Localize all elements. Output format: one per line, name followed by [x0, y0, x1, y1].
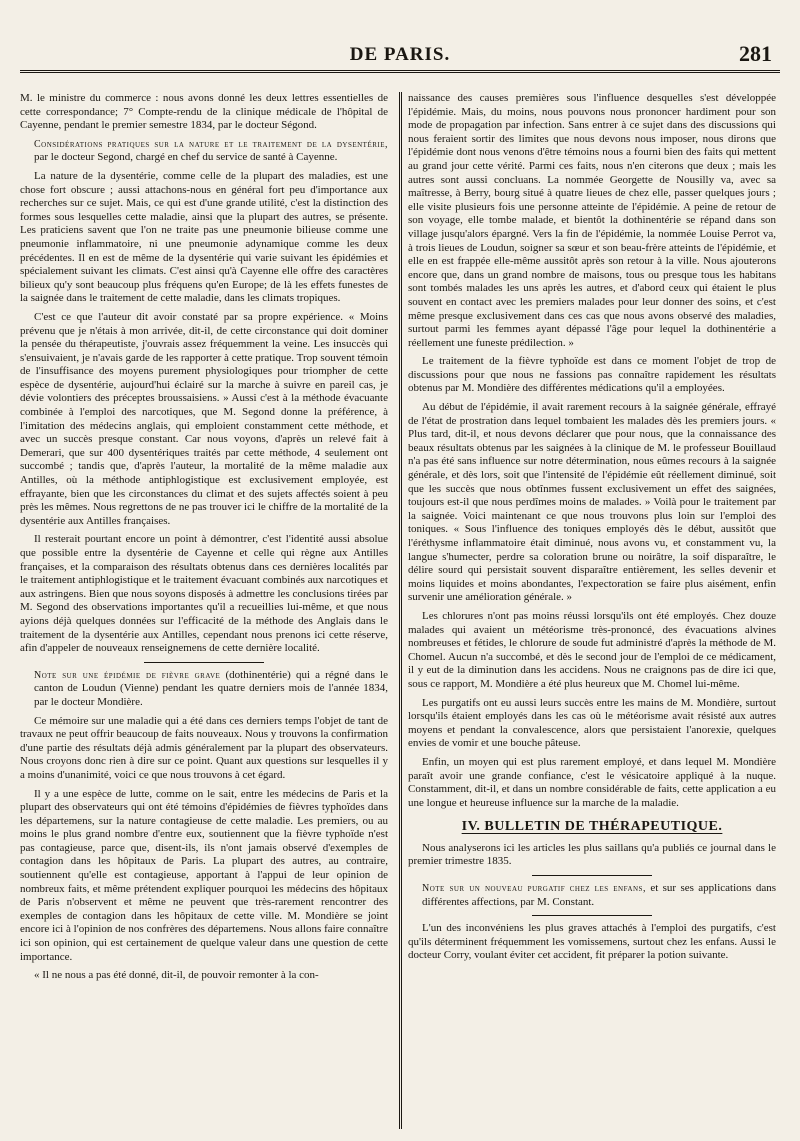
- paragraph: Il resterait pourtant encore un point à démontrer, c'est l'identité aussi absolue que possible entre la dysentérie de Cayenne et celle qui règne aux Antilles françaises, et la comparaison des résultats obtenus dans ces dernières localités par le traitement antiphlogistique et le traitement évacuant combinés aux narcotiques et aux astringens. Bien que nous soyons disposés à admettre les conclusions tirées par M. Segond des observations importantes qu'il a recueillies lui-même, et que nous ayions déjà quelques données sur l'efficacité de la méthode des Anglais dans le traitement de la dysentérie aux Antilles, cependant nous prenons ici cette réserve, afin d'appeler de nouveaux renseignemens de cette dernière localité.: [20, 533, 388, 655]
- paragraph: M. le ministre du commerce : nous avons donné les deux lettres essentielles de cette correspondance; 7° Compte-rendu de la clinique médicale de l'hôpital de Cayenne, pendant le premier semestre 1834, par le docteur Ségond.: [20, 92, 388, 132]
- paragraph: Il y a une espèce de lutte, comme on le sait, entre les médecins de Paris et la plupart des observateurs qui ont été témoins d'épidémies de fièvres typhoïdes dans les départemens, sur la nature contagieuse de cette maladie. Les premiers, ou au moins le plus grand nombre d'entre eux, soutiennent que la fièvre typhoïde n'est pas contagieuse, parce que, disent-ils, ils n'ont jamais observé d'exemples de contagion dans les hôpitaux de Paris. La plupart des autres, au contraire, soutiennent qu'elle est contagieuse, apportant à l'appui de leur opinion de nombreux faits, et même prétendent expliquer pourquoi les médecins des hôpitaux de Paris n'observent et même ne peuvent que très-rarement rencontrer des exemples de contagion dans les hôpitaux de cette ville. M. Mondière se joint encore ici à l'opinion de nos confrères des départemens. Nous allons faire connaître ici son opinion, qui est certainement de quelque valeur dans une question de cette importance.: [20, 787, 388, 963]
- article-heading-rest: (dothinentérie) qui a régné dans le canton de Loudun (Vienne) pendant les quatre derniers mois de l'année 1834, par le docteur Mondière.: [34, 668, 388, 708]
- section-title: IV. BULLETIN DE THÉRAPEUTIQUE.: [461, 819, 723, 835]
- column-divider: [399, 92, 402, 1129]
- article-heading: [20, 669, 388, 710]
- paragraph: C'est ce que l'auteur dit avoir constaté par sa propre expérience. « Moins prévenu que je n'étais à mon arrivée, dit-il, de cette circonstance qui doit dominer la pensée du thérapeutiste, j'ouvrais assez fréquemment la veine. Les insuccès qui s'ensuivaient, je n'avais garde de les rapporter à cette pratique. Trop souvent témoin de l'insuffisance des moyens purement physiologiques pour triompher de cette espèce de dysentérie, aujourd'hui éclairé sur la marche à suivre en pareil cas, je dévie volontiers des préceptes broussaisiens. » Aussi c'est à la méthode évacuante combinée à l'emploi des narcotiques, que M. Segond donne la préférence, à l'imitation des médecins anglais, qui emploient constamment cette méthode, et avec un succès presque constant. Car nous voyons, d'après un relevé fait à Demerari, que sur 400 dysentériques traités par cette méthode, 4 seulement ont succombé ; tandis que, d'après l'auteur, la mortalité de la même maladie aux Antilles, où la méthode antiphlogistique est exclusivement employée, est effrayante, bien que les circonstances du climat et des sujets affectés soient à peu près les mêmes. Nous regrettons de ne pas trouver ici le chiffre de la mortalité de la dysentérie aux Antilles françaises.: [20, 310, 388, 527]
- page-header: [20, 41, 780, 70]
- header-rule: [20, 70, 780, 73]
- paragraph: Au début de l'épidémie, il avait rarement recours à la saignée générale, effrayé de l'état de prostration dans lequel tombaient les malades dès les premiers jours. « Plus tard, dit-il, et nous devons déclarer que pour nous, que la connaissance des beaux résultats obtenus par les saignées à la clinique de M. le professeur Bouillaud n'a pas été sans influence sur notre détermination, nous eûmes recours à la saignée générale, et dès lors, soit que l'intensité de l'épidémie eût réellement diminué, soit que les succès que nous obtînmes fussent exclusivement un effet des saignées, toujours est-il que nous perdîmes moins de malades. » Voilà pour le traitement par la saignée. Voici maintenant ce que nous trouvons plus loin sur l'emploi des toniques. « Sous l'influence des toniques employés dès le début, aussitôt que l'éréthysme inflammatoire était diminué, nous avons vu, et constamment vu, la langue s'humecter, perdre sa coloration brune ou noirâtre, la soif disparaître, le délire sourd qui persistait souvent disparaître entièrement, les selles devenir et moins liquides et moins abondantes, l'expectoration se faire plus aisément, enfin survenir une amélioration générale. »: [408, 401, 776, 604]
- paragraph: L'un des inconvéniens les plus graves attachés à l'emploi des purgatifs, c'est qu'ils déterminent fréquemment les vomissemens, surtout chez les enfans. Aussi le docteur Corry, voulant éviter cet accident, fit préparer la potion suivante.: [408, 922, 776, 962]
- article-heading-rest: par le docteur Segond, chargé en chef du service de santé à Cayenne.: [34, 151, 338, 164]
- article-lead-in: Note sur une épidémie de fièvre grave: [34, 669, 221, 681]
- paragraph: Ce mémoire sur une maladie qui a été dans ces derniers temps l'objet de tant de travaux ne peut offrir beaucoup de faits nouveaux. Nous y trouvons la confirmation d'une partie des résultats déjà admis généralement par la plupart des observateurs. Nous croyons donc rien à dire sur ce point. Quant aux questions sur lesquelles il y a moins d'unanimité, voici ce que nous trouvons à cet égard.: [20, 714, 388, 781]
- page-number: 281: [739, 41, 772, 66]
- paragraph: naissance des causes premières sous l'influence desquelles s'est développée l'épidémie. Mais, du moins, nous pouvons nous prononcer hardiment pour son mode de propagation par infection. Sans entrer à ce sujet dans des discussions qui nous feraient sortir des limites que nous devons nous imposer, nous dirons que l'épidémie dont nous venons d'être témoins nous a fourni bien des faits qui mettent au grand jour cette vérité. Parmi ces faits, nous n'en citerons que deux ; mais les autres sont aussi concluans. La nommée Georgette de Nousilly va, avec sa maîtresse, à Berry, bourg situé à quatre lieues de chez elle, passer quelques jours ; elle visite plusieurs fois une personne atteinte de l'épidémie. A peine de retour de son voyage, elle tombe malade, et bientôt la dothinentérie se répand dans son village jusqu'alors épargné. Vers la fin de l'épidémie, la nommée Louise Perrot va, à trois lieues de Loudun, soigner sa sœur et son beau-frère atteints de l'épidémie, et elle en est frappée elle-même aussitôt après son retour à la ville. Nous ajouterons encore que, dans un grand nombre de maisons, tous ou presque tous les habitans sont tombés malades les uns après les autres, et d'abord ceux qui étaient le plus souvent en contact avec les premiers malades pour leur donner des soins, et c'est même presque exclusivement dans ces cas que nous avons observé des maladies, surtout parmi les femmes ayant dépassé l'âge pour lequel la dothinentérie a réellement une funeste prédilection. »: [408, 92, 776, 349]
- paragraph: Les chlorures n'ont pas moins réussi lorsqu'ils ont été employés. Chez douze malades qui avaient un météorisme très-prononcé, des évacuations alvines nombreuses et fétides, le chlorure de soude fut administré d'après la méthode de M. Chomel. Aucun n'a succombé, et dès le second jour de l'emploi de ce médicament, il y eut de la diminution dans les accidens. Nous ne craignons pas de dire ici que, sous ce rapport, M. Mondière a été plus heureux que M. Chomel lui-même.: [408, 609, 776, 690]
- paragraph: La nature de la dysentérie, comme celle de la plupart des maladies, est une chose fort obscure ; aussi attachons-nous en général fort peu d'importance aux recherches sur ce sujet. Mais, ce qui est d'une grande utilité, c'est la distinction des formes sous lesquelles cette maladie, ainsi que la plupart des autres, se présente. Les praticiens savent que l'on ne traite pas une pneumonie bilieuse comme une pneumonie inflammatoire, ni une pneumonie adynamique comme les deux précédentes. Il en est de même de la dysentérie qui varie suivant les épidémies et spécialement suivant les climats. C'est ainsi qu'à Cayenne elle offre des caractères bilieux qu'y sont beaucoup plus fréquens qu'en Europe; de là les effets funestes de la saignée dans le traitement de cette maladie, dans les climats tropiques.: [20, 169, 388, 305]
- separator: [532, 875, 652, 876]
- article-lead-in: Considérations pratiques sur la nature et le traitement de la dysentérie,: [34, 138, 388, 150]
- article-lead-in: Note sur un nouveau purgatif chez les enfans,: [422, 883, 646, 895]
- article-heading: [20, 138, 388, 165]
- paragraph: « Il ne nous a pas été donné, dit-il, de pouvoir remonter à la con-: [34, 969, 319, 982]
- paragraph: Le traitement de la fièvre typhoïde est dans ce moment l'objet de trop de discussions pour que nous ne fassions pas connaître rapidement les résultats obtenus par M. Mondière des différentes médications qu'il a employées.: [408, 355, 776, 395]
- paragraph: Nous analyserons ici les articles les plus saillans qu'a publiés ce journal dans le premier trimestre 1835.: [408, 841, 776, 868]
- separator: [532, 915, 652, 916]
- paragraph: Enfin, un moyen qui est plus rarement employé, et dans lequel M. Mondière paraît avoir une grande confiance, c'est le vésicatoire appliqué à la nuque. Constamment, dit-il, et dans un nombre considérable de faits, cette application a eu une longue et heureuse influence sur la marche de la maladie.: [408, 755, 776, 809]
- article-heading-rest: et sur ses applications dans différentes affections, par M. Constant.: [422, 882, 776, 908]
- paragraph: Les purgatifs ont eu aussi leurs succès entre les mains de M. Mondière, surtout lorsqu'ils étaient employés dans les cas où le météorisme avait résisté aux autres moyens et pendant la convalescence, alors que persistaient l'anorexie, quelques envies de vomir et une bouche pâteuse.: [408, 696, 776, 750]
- running-title: DE PARIS.: [349, 44, 451, 65]
- article-heading: [408, 882, 776, 909]
- right-column: [408, 92, 776, 1133]
- separator: [144, 662, 264, 663]
- left-column: [20, 92, 388, 1133]
